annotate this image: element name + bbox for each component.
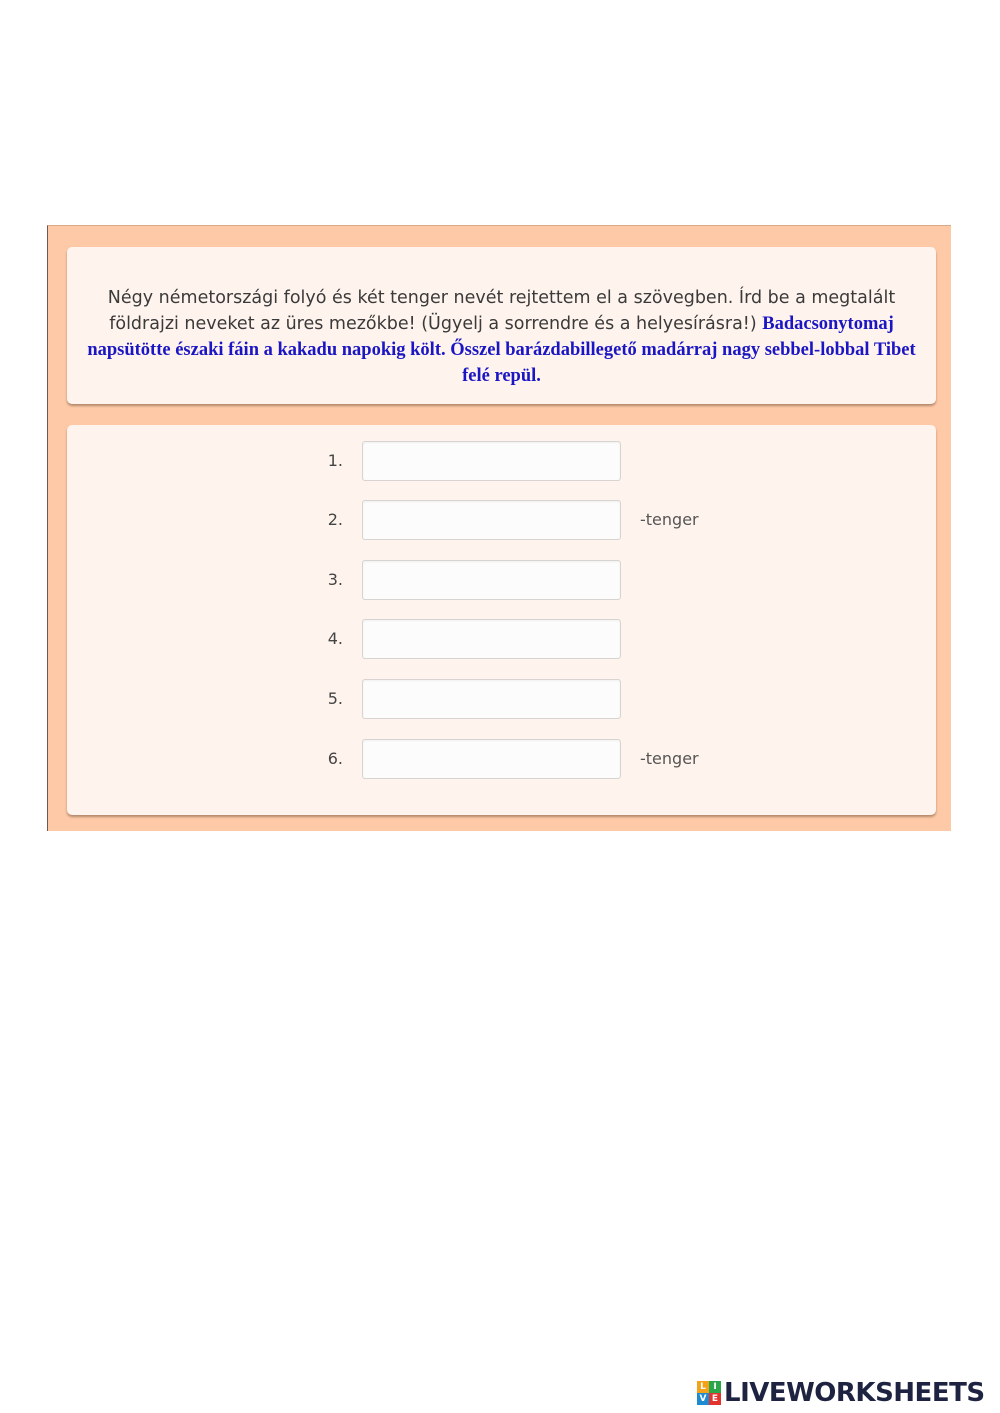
- answer-input-3[interactable]: [362, 560, 621, 600]
- answer-number: 5.: [327, 689, 343, 708]
- liveworksheets-logo-icon: L I V E: [697, 1381, 721, 1405]
- answer-number: 2.: [327, 510, 343, 529]
- brand-name: LIVEWORKSHEETS: [724, 1378, 985, 1408]
- answer-suffix: -tenger: [640, 749, 699, 768]
- answer-number: 6.: [327, 749, 343, 768]
- worksheet-frame: [47, 225, 951, 831]
- answer-row-6: [67, 739, 936, 779]
- answer-row-3: [67, 560, 936, 600]
- answer-input-5[interactable]: [362, 679, 621, 719]
- riddle-text: Badacsonytomaj napsütötte északi fáin a kakadu napokig költ. Ősszel barázdabillegető madárraj nagy sebbel-lobbal Tibet felé repül.: [87, 314, 916, 386]
- answer-number: 1.: [327, 451, 343, 470]
- answer-input-6[interactable]: [362, 739, 621, 779]
- answer-row-5: [67, 679, 936, 719]
- question-card: [67, 247, 936, 404]
- question-instructions: Négy németországi folyó és két tenger nevét rejtettem el a szövegben. Írd be a megtalált földrajzi neveket az üres mezőkbe! (Ügyelj a sorrendre és a helyesírásra!): [107, 288, 896, 334]
- answer-input-1[interactable]: [362, 441, 621, 481]
- answer-number: 4.: [327, 629, 343, 648]
- answer-row-2: [67, 500, 936, 540]
- answer-suffix: -tenger: [640, 510, 699, 529]
- answers-card: [67, 425, 936, 815]
- question-text: [83, 285, 920, 389]
- answer-number: 3.: [327, 570, 343, 589]
- answer-row-4: [67, 619, 936, 659]
- answer-row-1: [67, 441, 936, 481]
- liveworksheets-logo: [697, 1378, 985, 1408]
- answer-input-2[interactable]: [362, 500, 621, 540]
- answer-input-4[interactable]: [362, 619, 621, 659]
